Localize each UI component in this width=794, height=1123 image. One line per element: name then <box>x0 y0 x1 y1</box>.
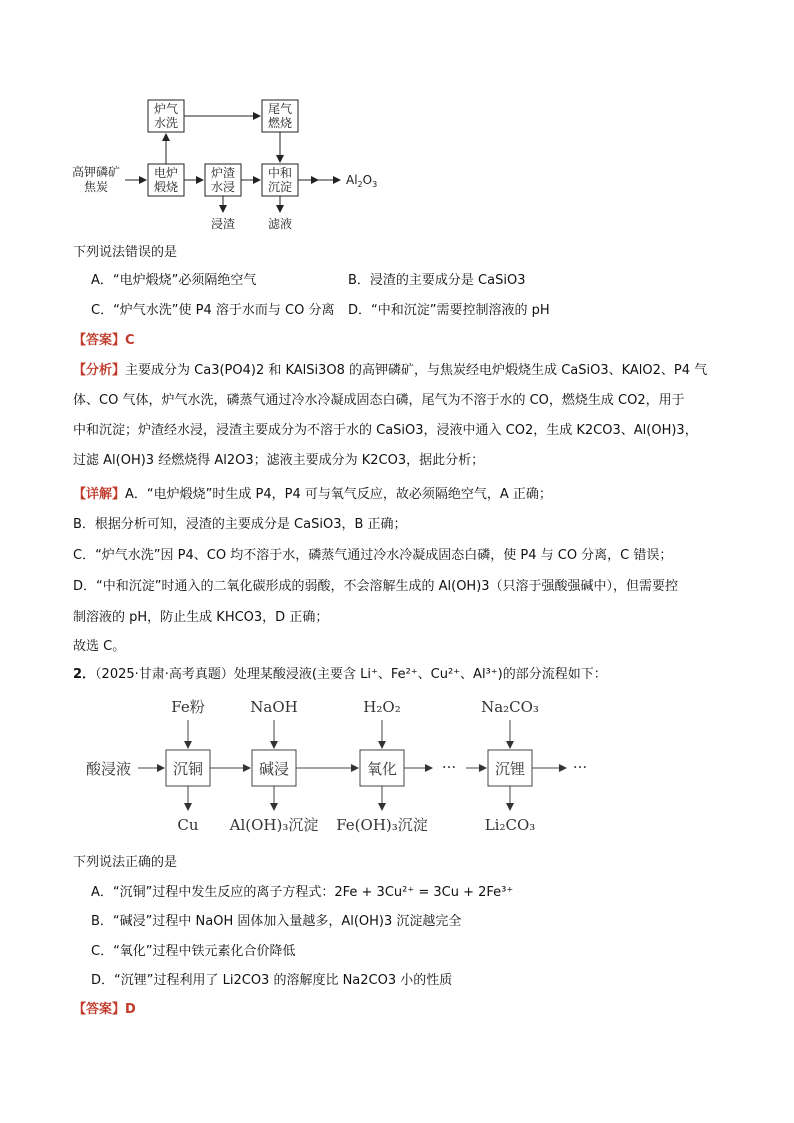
q2-option-c: C．“氧化”过程中铁元素化合价降低 <box>91 944 296 959</box>
label-calcine-1: 电炉 <box>153 166 179 180</box>
input-ore: 高钾磷矿 <box>71 165 121 179</box>
q1-answer-value: C <box>125 333 135 348</box>
step-2-label: 碱浸 <box>258 760 290 778</box>
q2-heading <box>73 665 607 685</box>
q1-analysis-line-1 <box>73 361 707 381</box>
q2-answer <box>73 1000 136 1020</box>
label-calcine-2: 煅烧 <box>153 180 179 194</box>
q1-detail-line-5: 制溶液的 pH，防止生成 KHCO3，D 正确； <box>73 610 329 625</box>
q1-conclusion: 故选 C。 <box>73 639 126 654</box>
reagent-1: Fe粉 <box>171 698 205 716</box>
q1-detail-text-1: A．“电炉煅烧”时生成 P4，P4 可与氧气反应，故必须隔绝空气，A 正确； <box>125 487 552 502</box>
ellipsis-2: ··· <box>572 758 588 776</box>
label-neutralize-1: 中和 <box>267 166 293 180</box>
q1-option-b: B．浸渣的主要成分是 CaSiO3 <box>348 273 526 288</box>
reagent-3: H₂O₂ <box>363 698 401 716</box>
q1-answer-label: 【答案】 <box>73 333 126 348</box>
label-leach-2: 水浸 <box>210 180 236 194</box>
q2-option-d: D．“沉锂”过程利用了 Li2CO3 的溶解度比 Na2CO3 小的性质 <box>91 973 453 988</box>
reagent-4: Na₂CO₃ <box>481 698 539 716</box>
q1-analysis-line-2: 体、CO 气体，炉气水洗，磷蒸气通过冷水冷凝成固态白磷，尾气为不溶于水的 CO，燃烧生成 CO2，用于 <box>73 393 685 408</box>
q2-source: （2025·甘肃·高考真题） <box>95 667 234 682</box>
product-4: Li₂CO₃ <box>484 816 536 834</box>
label-furnace-gas-2: 水洗 <box>153 116 179 130</box>
q1-answer <box>73 331 135 351</box>
label-tail-gas-2: 燃烧 <box>267 116 293 130</box>
step-1-label: 沉铜 <box>172 760 204 778</box>
q2-answer-label: 【答案】 <box>73 1002 126 1017</box>
flowchart-2 <box>0 690 794 850</box>
q2-number: 2． <box>73 667 96 682</box>
product-3: Fe(OH)₃沉淀 <box>336 816 428 834</box>
q2-stem: 下列说法正确的是 <box>73 855 178 870</box>
step-4-label: 沉锂 <box>494 760 526 778</box>
q1-analysis-text-1: 主要成分为 Ca3(PO4)2 和 KAlSi3O8 的高钾磷矿，与焦炭经电炉煅烧生成 CaSiO3、KAlO2、P4 气 <box>125 363 708 378</box>
label-furnace-gas-1: 炉气 <box>153 102 179 116</box>
q1-detail-label: 【详解】 <box>73 487 126 502</box>
q1-option-d: D．“中和沉淀”需要控制溶液的 pH <box>348 303 550 318</box>
output-product: $Al_2O_3$ <box>346 173 378 189</box>
q2-intro: 处理某酸浸液(主要含 Li⁺、Fe²⁺、Cu²⁺、Al³⁺)的部分流程如下： <box>233 667 607 682</box>
ellipsis-1: ··· <box>441 758 457 776</box>
product-2: Al(OH)₃沉淀 <box>229 816 319 834</box>
q1-detail-line-3: C．“炉气水洗”因 P4、CO 均不溶于水，磷蒸气通过冷水冷凝成固态白磷，使 P4 与 CO 分离，C 错误； <box>73 548 673 563</box>
q1-detail-line-1 <box>73 485 552 505</box>
reagent-2: NaOH <box>250 698 298 716</box>
output-filtrate: 滤液 <box>267 217 293 231</box>
q2-answer-value: D <box>125 1002 136 1017</box>
product-1: Cu <box>177 816 199 834</box>
q1-option-c: C．“炉气水洗”使 P4 溶于水而与 CO 分离 <box>91 303 335 318</box>
q2-option-a: A．“沉铜”过程中发生反应的离子方程式：2Fe + 3Cu²⁺ = 3Cu + 2Fe³⁺ <box>91 885 514 900</box>
q1-detail-line-4: D．“中和沉淀”时通入的二氧化碳形成的弱酸，不会溶解生成的 Al(OH)3（只溶于强酸强碱中），但需要控 <box>73 579 679 594</box>
q1-analysis-label: 【分析】 <box>73 363 126 378</box>
q2-option-b: B．“碱浸”过程中 NaOH 固体加入量越多，Al(OH)3 沉淀越完全 <box>91 914 462 929</box>
q1-analysis-line-4: 过滤 Al(OH)3 经燃烧得 Al2O3；滤液主要成分为 K2CO3，据此分析； <box>73 453 485 468</box>
label-neutralize-2: 沉淀 <box>267 180 293 194</box>
q1-detail-line-2: B．根据分析可知，浸渣的主要成分是 CaSiO3，B 正确； <box>73 517 407 532</box>
label-tail-gas-1: 尾气 <box>267 102 293 116</box>
step-3-label: 氧化 <box>366 760 398 778</box>
output-residue: 浸渣 <box>210 217 236 231</box>
flow2-input: 酸浸液 <box>86 760 132 778</box>
input-coke: 焦炭 <box>83 180 109 194</box>
flowchart-1 <box>0 0 794 240</box>
label-leach-1: 炉渣 <box>210 166 236 180</box>
q1-stem: 下列说法错误的是 <box>73 245 178 260</box>
q1-option-a: A．“电炉煅烧”必须隔绝空气 <box>91 273 257 288</box>
q1-analysis-line-3: 中和沉淀；炉渣经水浸，浸渣主要成分为不溶于水的 CaSiO3，浸液中通入 CO2，生成 K2CO3、Al(OH)3， <box>73 423 698 438</box>
